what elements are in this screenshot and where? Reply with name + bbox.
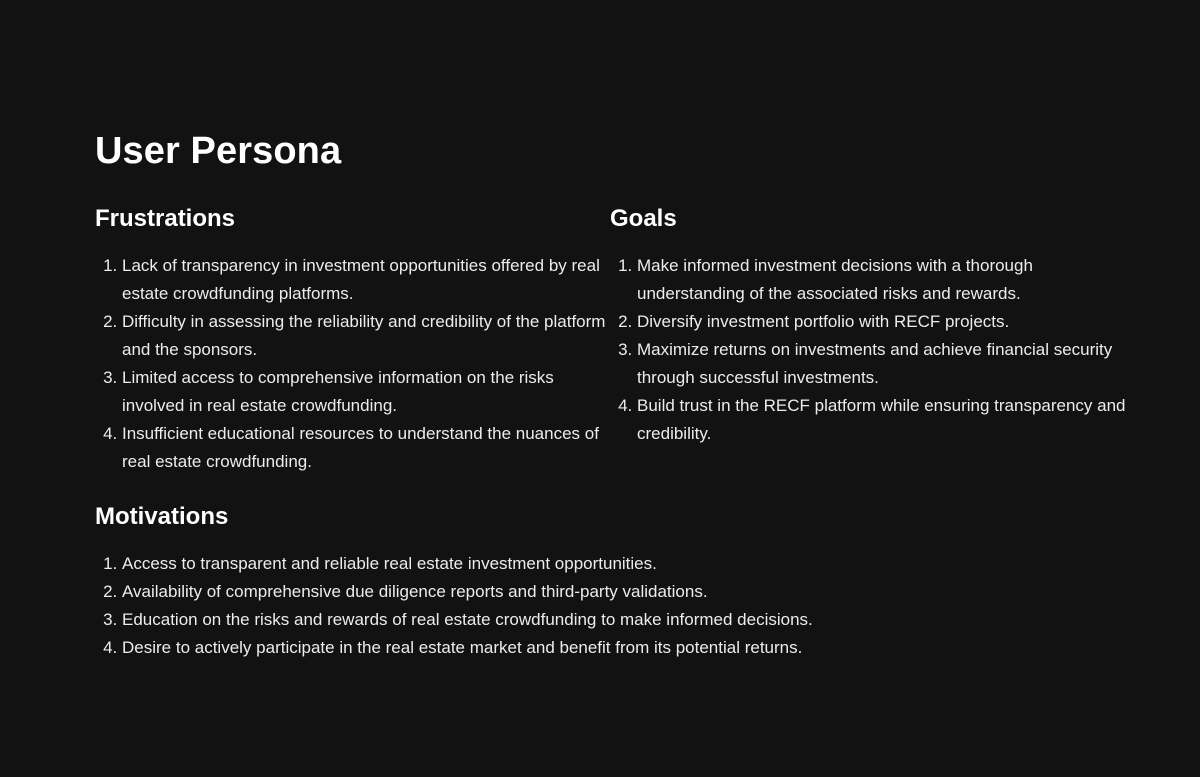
- motivations-heading: Motivations: [95, 503, 229, 530]
- goals-list: [610, 252, 1130, 448]
- frustrations-list: [95, 252, 610, 476]
- list-item: 2. Availability of comprehensive due diligence reports and third-party validations.: [122, 578, 1135, 606]
- list-item: 1. Make informed investment decisions with a thorough understanding of the associated risks and rewards.: [637, 252, 1130, 308]
- persona-columns: [95, 204, 1135, 476]
- frustrations-section: [95, 204, 610, 476]
- list-item: 2. Difficulty in assessing the reliability and credibility of the platform and the sponsors.: [122, 308, 610, 364]
- list-item: 2. Diversify investment portfolio with RECF projects.: [637, 308, 1130, 336]
- list-item: 3. Maximize returns on investments and achieve financial security through successful investments.: [637, 336, 1130, 392]
- list-item: 4. Build trust in the RECF platform while ensuring transparency and credibility.: [637, 392, 1130, 448]
- page-title: User Persona: [95, 130, 342, 172]
- frustrations-heading: Frustrations: [95, 205, 236, 232]
- motivations-list: [95, 550, 1135, 662]
- list-item: 3. Limited access to comprehensive information on the risks involved in real estate crowdfunding.: [122, 364, 610, 420]
- goals-heading: Goals: [610, 205, 677, 232]
- persona-page: [95, 128, 1135, 662]
- list-item: 3. Education on the risks and rewards of real estate crowdfunding to make informed decisions.: [122, 606, 1135, 634]
- list-item: 4. Insufficient educational resources to understand the nuances of real estate crowdfunding.: [122, 420, 610, 476]
- motivations-section: [95, 502, 1135, 662]
- list-item: 4. Desire to actively participate in the real estate market and benefit from its potential returns.: [122, 634, 1135, 662]
- goals-section: [610, 204, 1130, 476]
- list-item: 1. Access to transparent and reliable real estate investment opportunities.: [122, 550, 1135, 578]
- list-item: 1. Lack of transparency in investment opportunities offered by real estate crowdfunding platforms.: [122, 252, 610, 308]
